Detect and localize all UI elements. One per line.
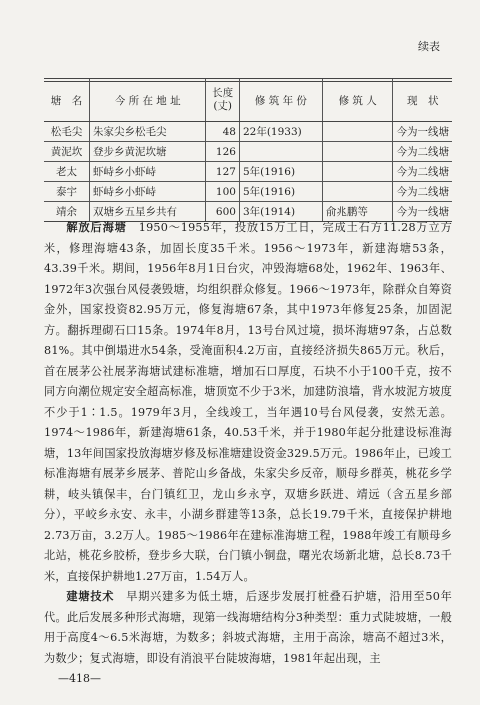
col-header-year: 修 筑 年 份 bbox=[239, 79, 322, 122]
cell-status: 今为二线塘 bbox=[393, 162, 452, 182]
page-number: —418— bbox=[58, 672, 101, 685]
section-heading: 建塘技术 bbox=[66, 590, 115, 603]
seawall-table bbox=[44, 79, 452, 222]
section-heading: 解放后海塘 bbox=[66, 221, 127, 234]
section-postliberation bbox=[44, 218, 452, 587]
cell-length: 600 bbox=[206, 202, 240, 222]
cell-address: 双塘乡五星乡共有 bbox=[90, 202, 206, 222]
cell-address: 朱家尖乡松毛尖 bbox=[90, 122, 206, 142]
col-header-address: 今 所 在 地 址 bbox=[90, 79, 206, 122]
body-text bbox=[44, 218, 452, 669]
cell-status: 今为一线塘 bbox=[393, 122, 452, 142]
col-header-name: 塘 名 bbox=[44, 79, 90, 122]
cell-address: 登步乡黄泥坎塘 bbox=[90, 142, 206, 162]
continued-label: 续表 bbox=[418, 40, 440, 53]
cell-builder bbox=[322, 162, 393, 182]
section-technique bbox=[44, 587, 452, 669]
cell-length: 126 bbox=[206, 142, 240, 162]
cell-address: 虾峙乡小虾峙 bbox=[90, 182, 206, 202]
cell-name: 老太 bbox=[44, 162, 90, 182]
cell-year: 3年(1914) bbox=[239, 202, 322, 222]
table-row bbox=[44, 142, 452, 162]
cell-year: 5年(1916) bbox=[239, 162, 322, 182]
col-header-length: 长度 (丈) bbox=[206, 79, 240, 122]
cell-name: 松毛尖 bbox=[44, 122, 90, 142]
cell-year bbox=[239, 142, 322, 162]
table-row bbox=[44, 182, 452, 202]
table-row bbox=[44, 122, 452, 142]
cell-builder bbox=[322, 142, 393, 162]
cell-name: 黄泥坎 bbox=[44, 142, 90, 162]
cell-builder bbox=[322, 182, 393, 202]
col-header-builder: 修 筑 人 bbox=[322, 79, 393, 122]
cell-length: 127 bbox=[206, 162, 240, 182]
cell-year: 5年(1916) bbox=[239, 182, 322, 202]
cell-builder bbox=[322, 122, 393, 142]
cell-builder: 俞兆鹏等 bbox=[322, 202, 393, 222]
cell-status: 今为二线塘 bbox=[393, 142, 452, 162]
section-paragraph: 1950～1955年，投放15万工日，完成土石方11.28万立方米，修理海塘43条，加固长度35千米。1956～1973年，新建海塘53条，43.39千米。期间，1956年8月1日台灾，冲毁海塘68处，1962年、1963年、1972年3次强台风侵袭毁塘，均组织群众修复。1966～1973年，除群众自筹资金外，国家投资82.95万元，修复海塘67条，其中1973年修复25条，加固泥方。翻拆理砌石口15条。1974年8月，13号台风过境，损坏海塘97条，占总数81%。其中倒塌进水54条，受淹面积4.2万亩，直接经济损失865万元。秋后，首在展茅公社展茅海塘试建标准塘，增加石口厚度，石块不小于100千克，按不同方向潮位规定安全超高标准，塘顶宽不少于3米，加建防浪墙，背水坡泥方坡度不少于1∶1.5。1979年3月，全线竣工，当年遇10号台风侵袭，安然无恙。1974～1986年，新建海塘61条，40.53千米，并于1980年起分批建设标准海塘，13年间国家投放海塘岁修及标准塘建设资金329.5万元。1986年止，已竣工标准海塘有展茅乡展茅、普陀山乡备战，朱家尖乡反帝，顺母乡群英，桃花乡学耕，岐头镇保丰，台门镇红卫，龙山乡永亨，双塘乡跃进、靖远（含五星乡部分），平峧乡永安、永丰，小湖乡群建等13条，总长19.79千米，直接保护耕地2.73万亩，3.2万人。1985～1986年在建标准海塘工程，1988年竣工有顺母乡北站，桃花乡胶桥，登步乡大联，台门镇小铜盘，曙光农场新北塘，总长8.73千米，直接保护耕地1.27万亩，1.54万人。 bbox=[44, 221, 452, 583]
cell-status: 今为一线塘 bbox=[393, 202, 452, 222]
cell-status: 今为二线塘 bbox=[393, 182, 452, 202]
cell-length: 48 bbox=[206, 122, 240, 142]
table-row bbox=[44, 162, 452, 182]
cell-length: 100 bbox=[206, 182, 240, 202]
cell-year: 22年(1933) bbox=[239, 122, 322, 142]
col-header-status: 现 状 bbox=[393, 79, 452, 122]
cell-name: 靖余 bbox=[44, 202, 90, 222]
section-paragraph: 早期兴建多为低土塘，后逐步发展打桩叠石护塘，沿用至50年代。此后发展多种形式海塘，现第一线海塘结构分3种类型：重力式陡坡塘，一般用于高度4～6.5米海塘，为数多；斜坡式海塘，主用于高涂，塘高不超过3米，为数少；复式海塘，即设有消浪平台陡坡海塘，1981年起出现，主 bbox=[44, 590, 452, 665]
cell-address: 虾峙乡小虾峙 bbox=[90, 162, 206, 182]
cell-name: 泰宇 bbox=[44, 182, 90, 202]
table-header-row bbox=[44, 79, 452, 122]
